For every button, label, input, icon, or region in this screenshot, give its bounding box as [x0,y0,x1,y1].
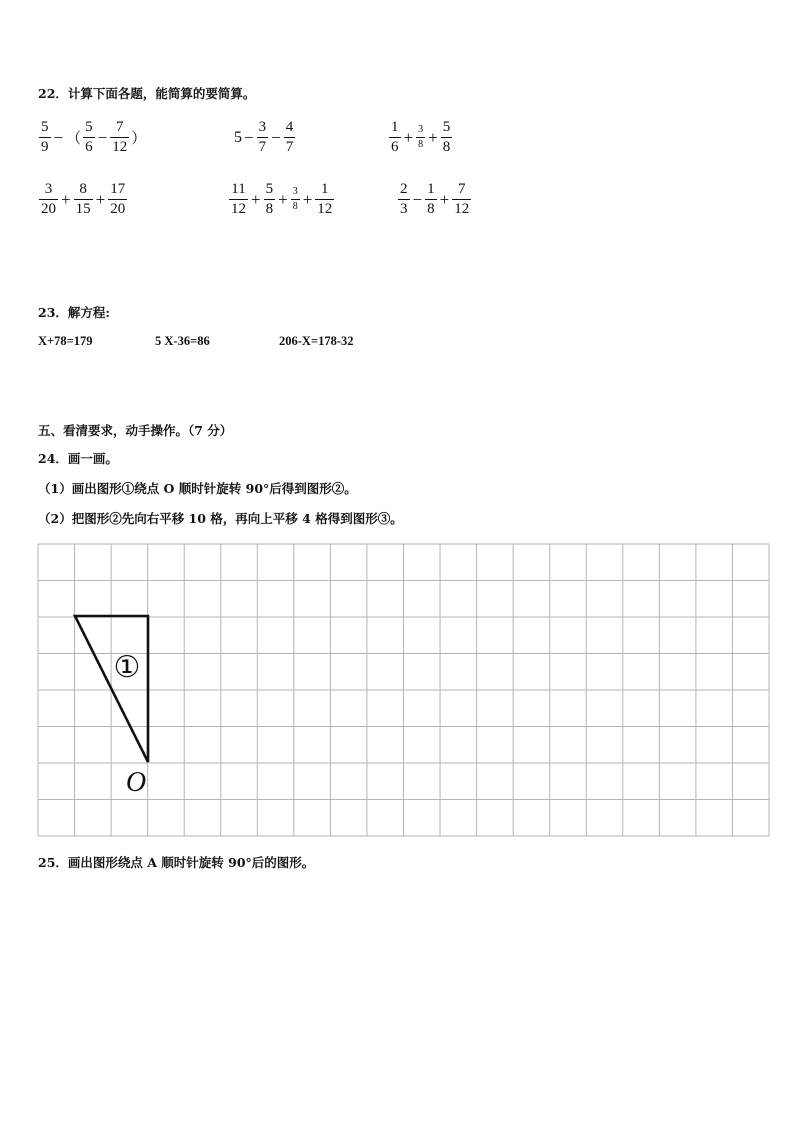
fraction: $\frac{17}{20}$ [110,181,126,217]
fraction-small: $\frac{3}{8}$ [418,124,424,150]
point-o-label: O [125,767,147,798]
question-24-title: 24．画一画。 [38,451,118,466]
fraction: $\frac{1}{12}$ [317,181,333,217]
question-24-part-1: （1）画出图形①绕点 O 顺时针旋转 90°后得到图形②。 [38,481,357,496]
equation-1: X+78=179 [38,334,93,348]
q22-expression-4: $\frac{3}{20}$ + $\frac{8}{15}$ + $\frac{17}{20}$ [41,181,126,217]
q22-expression-3: $\frac{1}{6}$ + $\frac{3}{8}$ + $\frac{5}{8}$ [391,119,451,155]
fraction: $\frac{5}{6}$ [85,119,93,155]
figure-label: ① [113,651,141,684]
fraction: $\frac{5}{8}$ [265,181,274,217]
question-22-title: 22．计算下面各题，能简算的要简算。 [38,86,256,101]
question-24-part-2: （2）把图形②先向右平移 10 格，再向上平移 4 格得到图形③。 [38,511,403,526]
fraction: $\frac{3}{7}$ [258,119,267,155]
fraction: $\frac{1}{8}$ [427,181,435,217]
fraction: $\frac{3}{20}$ [41,181,56,217]
question-25-title: 25．画出图形绕点 A 顺时针旋转 90°后的图形。 [38,855,315,870]
drawing-grid[interactable] [37,543,770,837]
question-23-title: 23．解方程: [38,305,111,320]
fraction: $\frac{5}{8}$ [442,119,451,155]
equation-2: 5 X-36=86 [155,334,210,348]
fraction: $\frac{8}{15}$ [75,181,91,217]
fraction: $\frac{7}{12}$ [454,181,470,217]
fraction-small: $\frac{3}{8}$ [292,186,298,212]
fraction: $\frac{7}{12}$ [112,119,128,155]
q22-expression-2: 5 − $\frac{3}{7}$ − $\frac{4}{7}$ [234,119,294,155]
q22-expression-6: $\frac{2}{3}$ − $\frac{1}{8}$ + $\frac{7}{12}$ [400,181,470,217]
fraction: $\frac{5}{9}$ [41,119,49,155]
fraction: $\frac{1}{6}$ [391,119,399,155]
whole-number: 5 [234,128,242,146]
fraction: $\frac{2}{3}$ [400,181,408,217]
q22-expression-1: $\frac{5}{9}$ − （ $\frac{5}{6}$ − $\frac{7}{12}$ ） [41,119,147,155]
q22-expression-5: $\frac{11}{12}$ + $\frac{5}{8}$ + $\frac{3}{8}$ + $\frac{1}{12}$ [231,181,333,217]
fraction: $\frac{11}{12}$ [231,181,246,217]
section-5-title: 五、看清要求，动手操作。（7 分） [38,423,233,438]
fraction: $\frac{4}{7}$ [285,119,294,155]
equation-3: 206-X=178-32 [279,334,354,348]
